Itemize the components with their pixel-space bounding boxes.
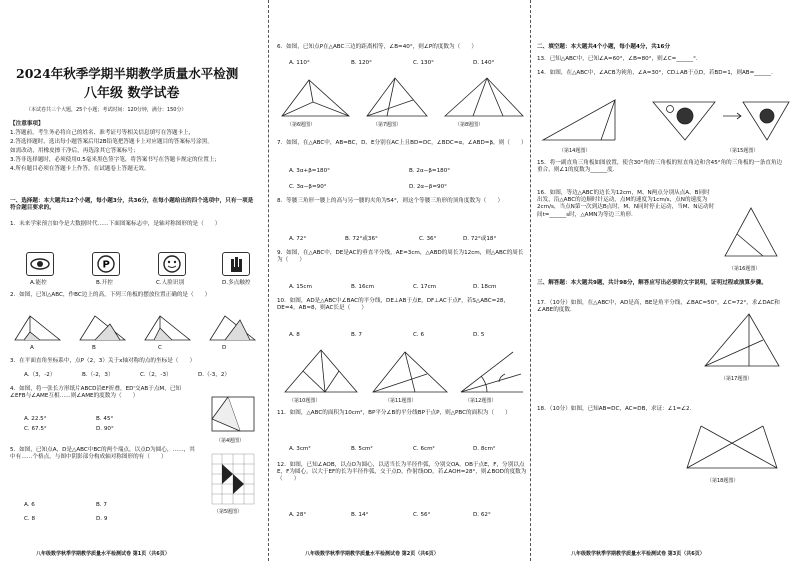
q12-option-a: A. 28° (289, 512, 307, 518)
q8-option-c: C. 36° (419, 236, 437, 242)
face-recognition-icon (158, 252, 186, 276)
fig-8-caption: （第8题图） (455, 122, 484, 128)
fig-16-caption: （第16题图） (729, 266, 761, 272)
q4-option-d: D. 90° (96, 426, 114, 432)
q12-option-d: D. 62° (473, 512, 491, 518)
q11-option-d: D. 8cm² (473, 446, 496, 452)
q6-option-a: A. 110° (289, 60, 310, 66)
section-1-heading: 一、选择题：本大题共12个小题，每小题3分，共36分，在每小题给出的四个选项中，只有一项是符合题目要求的。 (10, 198, 254, 212)
question-3: 3．在平面直角坐标系中，点P（2，3）关于x轴对称的点的坐标是（ ） (10, 358, 196, 364)
q5-option-d: D. 9 (96, 516, 108, 522)
page-1 (0, 0, 264, 561)
q2-triangle-figures (10, 310, 260, 350)
fig-17-caption: （第17题图） (721, 376, 753, 382)
fig-7-caption: （第7题图） (373, 122, 402, 128)
q9-option-d: D. 18cm (473, 284, 497, 290)
question-4: 4．如图，将一张长方形纸片ABCD沿EF折叠，ED'交AB于点M，已知∠EFB与∠AME互相……则∠AME的度数为（ ） (10, 386, 182, 400)
question-16: 16．如图，等边△ABC的边长为12cm，M、N两点分别从点A、B同时出发，沿△ABC的边顺时针运动，点M的速度为1cm/s，点N的速度为2cm/s，当点N第一次到达B点时，M、N同时停止运动，当M、N运动时间t=______s时，△AMN为等边三角形. (537, 190, 715, 218)
fig-12-caption: （第12题图） (465, 398, 497, 404)
q9-option-c: C. 17cm (413, 284, 437, 290)
q2-option-c: C (158, 345, 162, 351)
q9-option-a: A. 15cm (289, 284, 312, 290)
fig-10-caption: （第10题图） (289, 398, 321, 404)
notice-4: 3.答非选择题时，必须使用0.5毫米黑色签字笔，将答案书写在答题卡规定的位置上； (10, 157, 221, 163)
multi-touch-icon (222, 252, 250, 276)
question-13: 13．已知△ABC中，已知∠A=60°，∠B=80°，则∠C=______°. (537, 56, 698, 62)
section-2-heading: 二、填空题：本大题共4个小题，每小题4分，共16分 (537, 44, 671, 50)
q1-option-d: D.多点触控 (222, 280, 251, 286)
q12-option-c: C. 56° (413, 512, 431, 518)
question-14: 14．如图，在△ABC中，∠ACB为钝角，∠A=30°，CD⊥AB于点D，若BD=1，则AB=______. (537, 70, 773, 76)
question-1: 1．未来学家预言如今是大数据时代……下面图案标志中，是轴对称图形的是（ ） (10, 221, 221, 227)
q5-option-c: C. 8 (24, 516, 36, 522)
question-5: 5．如图，已知点A，D是△ABC中BC的两个端点，以点D为圆心，……，其中有……个格点，与图中阴影部分构成轴对称图形的有（ ） (10, 447, 195, 461)
q10-option-a: A. 8 (289, 332, 300, 338)
question-10: 10．如图，AD是△ABC中∠BAC的平分线，DE⊥AB于点E，DF⊥AC于点F，若S△ABC=28，DE=4，AB=8，则AC长是（ ） (277, 298, 510, 312)
notice-2: 2.答选择题时，选出每小题答案后用2B铅笔把答题卡上对应题目的答案标号涂黑。 (10, 139, 213, 145)
fig-18-caption: （第18题图） (707, 478, 739, 484)
q4-option-b: B. 45° (96, 416, 114, 422)
fig-6-caption: （第6题图） (287, 122, 316, 128)
q11-option-a: A. 3cm² (289, 446, 311, 452)
q2-option-d: D (222, 345, 227, 351)
q4-option-a: A. 22.5° (24, 416, 47, 422)
q4-option-c: C. 67.5° (24, 426, 47, 432)
q7-option-c: C. 3α−β=90° (289, 184, 327, 190)
question-17: 17．（10分）如图，在△ABC中，AD是高，BE是角平分线，∠BAC=50°，∠C=72°，求∠DAC和∠ABE的度数. (537, 300, 780, 314)
q6-q8-figures (277, 72, 527, 122)
q7-option-d: D. 2α−β=90° (409, 184, 447, 190)
q5-grid-figure (206, 450, 260, 510)
question-18: 18．（10分）如图，已知AB=DC，AC=DB，求证：∠1=∠2. (537, 406, 692, 412)
q3-option-c: C.（2，-3） (140, 372, 172, 378)
notice-3: 如需改动，用橡皮擦干净后，再选涂其它答案标号； (10, 148, 139, 154)
notice-1: 1.答题前，考生务必将自己的姓名、准考证号等相关信息填写在答题卡上， (10, 130, 195, 136)
q10-option-b: B. 7 (351, 332, 362, 338)
q3-option-a: A.（3，-2） (24, 372, 56, 378)
question-2: 2．如图，已知△ABC，作BC边上的高，下列三角板的摆放位置正确的是（ ） (10, 292, 211, 298)
question-7: 7．如图，在△ABC中，AB=BC，D、E分别在AC上且BD=DC，∠BDC=α，∠ABD=β，则（ ） (277, 140, 527, 146)
q2-option-b: B (92, 345, 96, 351)
question-15: 15．将一副直角三角板如图放置，使含30°角的三角板的短直角边和含45°角的三角板的一条直角边重合，则∠1的度数为______度. (537, 160, 783, 174)
q11-option-c: C. 6cm² (413, 446, 435, 452)
page-3-footer: 八年级数学秋季学期教学质量水平检测试卷 第3页（共6页） (571, 551, 705, 557)
q17-triangle-figure (699, 310, 787, 374)
exam-title: 2024年秋季学期半期教学质量水平检测 (16, 66, 239, 81)
page-1-footer: 八年级数学秋季学期教学质量水平检测试卷 第1页（共6页） (36, 551, 170, 557)
q16-equilateral-triangle-figure (719, 204, 783, 266)
q9-option-b: B. 16cm (351, 284, 375, 290)
q10-option-c: C. 6 (413, 332, 425, 338)
q1-option-c: C.人脸识别 (156, 280, 185, 286)
q2-option-a: A (30, 345, 34, 351)
q6-option-b: B. 120° (351, 60, 372, 66)
page-2 (268, 0, 531, 561)
section-3-heading: 三、解答题：本大题共9题，共计98分，解答应写出必要的文字说明，证明过程或演算步骤。 (537, 280, 767, 286)
q4-folded-rectangle-figure (206, 393, 260, 437)
q10-option-d: D. 5 (473, 332, 485, 338)
exam-info: （本试卷共三个大题，25个小题；考试时间：120分钟，满分：150分） (26, 107, 187, 113)
page-3 (530, 0, 794, 561)
question-6: 6．如图，已知点P在△ABC三边的距离相等，∠B=40°，则∠P的度数为（ ） (277, 44, 477, 50)
notice-5: 4.所有题目必须在答题卡上作答，在试题卷上答题无效。 (10, 166, 150, 172)
p-control-icon (92, 252, 120, 276)
exam-subtitle: 八年级 数学试卷 (84, 86, 180, 101)
q3-option-d: D.（-3，2） (198, 372, 231, 378)
q7-option-a: A. 3α+β=180° (289, 168, 330, 174)
q14-q15-figures (537, 92, 791, 150)
fig-5-caption: （第5题图） (214, 509, 243, 515)
fig-14-caption: （第14题图） (559, 148, 591, 154)
q3-option-b: B.（-2，3） (82, 372, 114, 378)
q6-option-c: C. 130° (413, 60, 434, 66)
fig-4-caption: （第4题图） (216, 438, 245, 444)
q5-option-a: A. 6 (24, 502, 35, 508)
q8-option-d: D. 72°或18° (463, 236, 497, 242)
q10-q12-figures (277, 344, 529, 400)
q5-option-b: B. 7 (96, 502, 107, 508)
q12-option-b: B. 14° (351, 512, 369, 518)
q8-option-a: A. 72° (289, 236, 307, 242)
question-9: 9．如图，在△ABC中，DE是AC的垂直平分线，AE=3cm，△ABD的周长为12cm，则△ABC的周长为（ ） (277, 250, 524, 264)
fig-11-caption: （第11题图） (385, 398, 417, 404)
fig-15-caption: （第15题图） (727, 148, 759, 154)
q8-option-b: B. 72°或36° (345, 236, 378, 242)
svg-text:P: P (102, 259, 110, 271)
q11-option-b: B. 5cm² (351, 446, 373, 452)
question-8: 8．等腰三角形一腰上的高与另一腰的夹角为54°，则这个等腰三角形的顶角度数为（ ） (277, 198, 504, 204)
question-11: 11．如图，△ABC的面积为10cm²，BP平分∠B的平分线BP于点P，则△PBC的面积为（ ） (277, 410, 511, 416)
notice-title: 【注意事项】 (10, 121, 44, 127)
page-2-footer: 八年级数学秋季学期教学质量水平检测试卷 第2页（共6页） (305, 551, 439, 557)
q1-option-b: B.开控 (96, 280, 113, 286)
question-12: 12．如图，已知∠AOB，以点O为圆心，以适当长为半径作弧，分别交OA，OB于点E，F，分别以点E，F为圆心，以大于EF的长为半径作弧，交于点D，作射线OD，若∠AOH=28°，则∠BOD的度数为（ ） (277, 462, 527, 483)
q7-option-b: B. 2α−β=180° (409, 168, 451, 174)
eye-control-icon (26, 252, 54, 276)
q6-option-d: D. 140° (473, 60, 495, 66)
q1-option-a: A.能控 (30, 280, 47, 286)
q18-quadrilateral-figure (681, 418, 785, 476)
